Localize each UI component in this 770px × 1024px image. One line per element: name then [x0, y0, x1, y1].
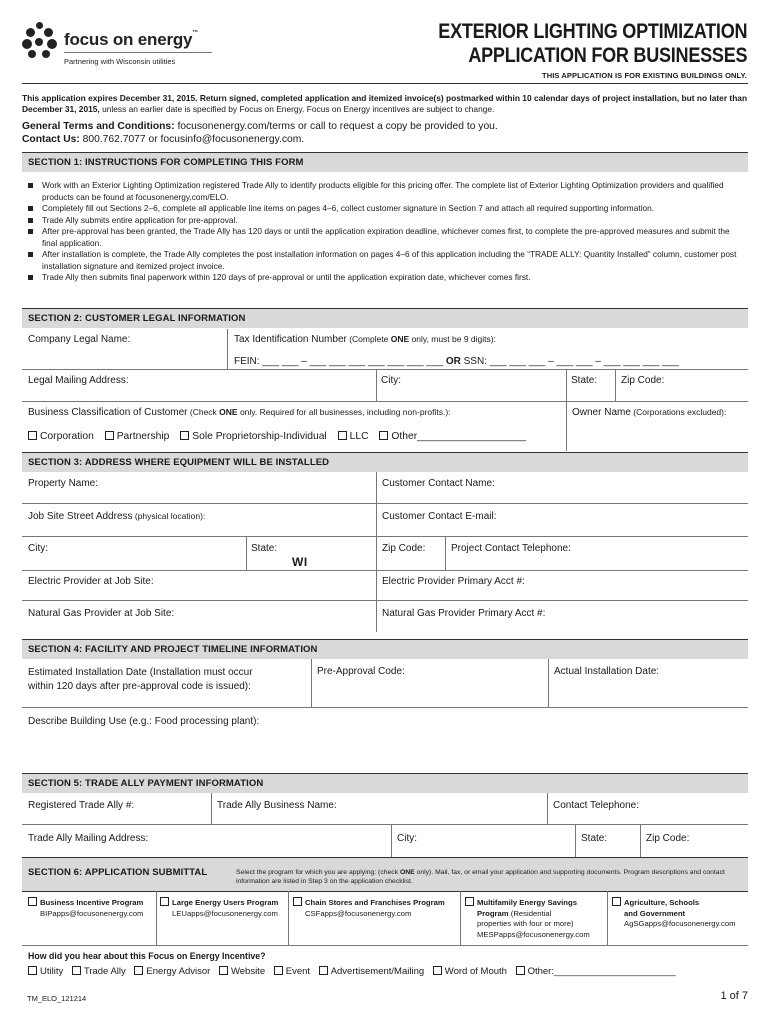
job-state-value: WI	[292, 555, 308, 569]
terms-block	[22, 120, 752, 146]
job-site-street-field[interactable]: Job Site Street Address (physical location):	[28, 511, 206, 522]
gas-provider-field[interactable]: Natural Gas Provider at Job Site:	[28, 608, 175, 619]
checkbox-icon[interactable]	[180, 431, 189, 440]
city-field[interactable]: City:	[381, 375, 401, 386]
option-partnership[interactable]: Partnership	[105, 431, 170, 442]
terms-label: General Terms and Conditions:	[22, 121, 175, 132]
form-code: TM_ELO_121214	[27, 994, 87, 1003]
section-4-title: SECTION 4: FACILITY AND PROJECT TIMELINE INFORMATION	[28, 644, 318, 655]
checkbox-icon[interactable]	[379, 431, 388, 440]
ssn-field[interactable]: SSN: ___ ___ ___ – ___ ___ – ___ ___ ___ ___	[460, 356, 679, 367]
fein-field[interactable]: FEIN: ___ ___ – ___ ___ ___ ___ ___ ___ ___	[234, 356, 444, 367]
contact-text: 800.762.7077 or focusinfo@focusonenergy.com.	[79, 134, 305, 145]
contact-telephone-field[interactable]: Contact Telephone:	[553, 800, 639, 811]
section-4-header	[22, 639, 748, 659]
hear-option-other[interactable]: Other:_______________________	[516, 966, 676, 977]
logo-tagline: Partnering with Wisconsin utilities	[64, 57, 176, 66]
intro-bold: This application expires December 31, 2015. Return signed, completed application and itemized invoice(s) postmarked within 10 calendar days of project installation, but no later than December 31, 2015,	[22, 93, 748, 114]
zip-field[interactable]: Zip Code:	[621, 375, 665, 386]
hear-option-trade-ally[interactable]: Trade Ally	[72, 966, 126, 977]
section-1-header	[22, 152, 748, 172]
terms-text: focusonenergy.com/terms or call to request a copy be provided to you.	[174, 121, 498, 132]
checkbox-icon[interactable]	[28, 431, 37, 440]
option-llc[interactable]: LLC	[338, 431, 369, 442]
trade-ally-city-field[interactable]: City:	[397, 833, 417, 844]
hear-options	[28, 966, 682, 977]
section-5-title: SECTION 5: TRADE ALLY PAYMENT INFORMATION	[28, 778, 264, 789]
intro-rest: unless an earlier date is specified by Focus on Energy. Focus on Energy incentives are subject to change.	[99, 104, 495, 114]
instruction-item: After pre-approval has been granted, the Trade Ally has 120 days or until the application expiration deadline, whichever comes first, to complete the pre-approved measures and submit the final application.	[28, 226, 743, 249]
checkbox-icon[interactable]	[433, 966, 442, 975]
checkbox-icon[interactable]	[612, 897, 621, 906]
section-2-title: SECTION 2: CUSTOMER LEGAL INFORMATION	[28, 313, 246, 324]
job-state-label: State:	[251, 543, 278, 554]
checkbox-icon[interactable]	[319, 966, 328, 975]
how-did-you-hear-label: How did you hear about this Focus on Energy Incentive?	[28, 951, 266, 961]
tax-id-label: Tax Identification Number (Complete ONE only, must be 9 digits):	[234, 334, 496, 345]
job-city-field[interactable]: City:	[28, 543, 48, 554]
program-multifamily[interactable]: Multifamily Energy Savings Program (Residential properties with four or more) MESPapps@focusonenergy.com	[465, 897, 590, 940]
logo-tm: ™	[192, 30, 199, 36]
electric-acct-field[interactable]: Electric Provider Primary Acct #:	[382, 576, 525, 587]
option-corporation[interactable]: Corporation	[28, 431, 94, 442]
fein-ssn-field[interactable]	[234, 356, 679, 367]
checkbox-icon[interactable]	[465, 897, 474, 906]
state-field[interactable]: State:	[571, 375, 598, 386]
section-3-title: SECTION 3: ADDRESS WHERE EQUIPMENT WILL BE INSTALLED	[28, 457, 330, 468]
checkbox-icon[interactable]	[72, 966, 81, 975]
trade-ally-business-name-field[interactable]: Trade Ally Business Name:	[217, 800, 337, 811]
job-zip-field[interactable]: Zip Code:	[382, 543, 426, 554]
checkbox-icon[interactable]	[516, 966, 525, 975]
or-label: OR	[445, 356, 461, 367]
program-chain-stores[interactable]: Chain Stores and Franchises Program CSFapps@focusonenergy.com	[293, 897, 445, 919]
company-legal-name-field[interactable]: Company Legal Name:	[28, 334, 131, 345]
pre-approval-code-field[interactable]: Pre-Approval Code:	[317, 666, 405, 677]
owner-name-field[interactable]: Owner Name (Corporations excluded):	[572, 407, 727, 418]
checkbox-icon[interactable]	[28, 966, 37, 975]
building-use-field[interactable]: Describe Building Use (e.g.: Food processing plant):	[28, 716, 260, 727]
instruction-item: Work with an Exterior Lighting Optimization registered Trade Ally to identify products eligible for this pricing offer. The complete list of Exterior Lighting Optimization providers and qualified products can be found at focusonenergy.com/ELO.	[28, 180, 743, 203]
checkbox-icon[interactable]	[28, 897, 37, 906]
estimated-installation-date-field[interactable]: Estimated Installation Date (Installation must occur within 120 days after pre-approval code is issued):	[28, 667, 253, 692]
hear-option-energy-advisor[interactable]: Energy Advisor	[134, 966, 210, 977]
checkbox-icon[interactable]	[219, 966, 228, 975]
hear-option-word-of-mouth[interactable]: Word of Mouth	[433, 966, 507, 977]
instruction-item: After installation is complete, the Trade Ally completes the post installation information on pages 4–6 of this application including the “TRADE ALLY: Quantity Installed” column, customer post installation signature and itemized project invoice.	[28, 249, 743, 272]
logo-dots-icon	[22, 22, 60, 60]
title-line-2: APPLICATION FOR BUSINESSES	[468, 44, 747, 67]
intro-text	[22, 93, 752, 115]
checkbox-icon[interactable]	[293, 897, 302, 906]
checkbox-icon[interactable]	[160, 897, 169, 906]
section-2-header	[22, 308, 748, 328]
hear-option-utility[interactable]: Utility	[28, 966, 63, 977]
project-contact-telephone-field[interactable]: Project Contact Telephone:	[451, 543, 571, 554]
hear-option-event[interactable]: Event	[274, 966, 310, 977]
business-classification-label: Business Classification of Customer (Check ONE only. Required for all businesses, including non-profits.):	[28, 407, 451, 418]
legal-mailing-address-field[interactable]: Legal Mailing Address:	[28, 375, 129, 386]
checkbox-icon[interactable]	[134, 966, 143, 975]
instructions-list	[28, 180, 743, 284]
logo-name: focus on energy	[64, 30, 193, 49]
title-line-1: EXTERIOR LIGHTING OPTIMIZATION	[438, 20, 747, 43]
program-large-energy-users[interactable]: Large Energy Users Program LEUapps@focusonenergy.com	[160, 897, 278, 919]
actual-installation-date-field[interactable]: Actual Installation Date:	[554, 666, 660, 677]
instruction-item: Trade Ally submits entire application for pre-approval.	[28, 215, 743, 227]
program-business-incentive[interactable]: Business Incentive Program BIPapps@focusonenergy.com	[28, 897, 143, 919]
checkbox-icon[interactable]	[105, 431, 114, 440]
customer-contact-name-field[interactable]: Customer Contact Name:	[382, 478, 495, 489]
hear-option-advertisement[interactable]: Advertisement/Mailing	[319, 966, 424, 977]
classification-options	[28, 431, 534, 442]
section-6-instructions: Select the program for which you are applying: (check ONE only). Mail, fax, or email your application and supporting documents. Program descriptions and contact information are listed in Step 3 on the application checklist.	[236, 869, 725, 885]
option-sole-proprietorship[interactable]: Sole Proprietorship-Individual	[180, 431, 327, 442]
trade-ally-mailing-address-field[interactable]: Trade Ally Mailing Address:	[28, 833, 149, 844]
hear-option-website[interactable]: Website	[219, 966, 265, 977]
form-title	[438, 20, 747, 68]
section-6-title: SECTION 6: APPLICATION SUBMITTAL	[28, 867, 208, 878]
focus-on-energy-logo	[22, 22, 222, 72]
customer-contact-email-field[interactable]: Customer Contact E-mail:	[382, 511, 497, 522]
checkbox-icon[interactable]	[274, 966, 283, 975]
property-name-field[interactable]: Property Name:	[28, 478, 99, 489]
option-other[interactable]: Other___________________	[379, 431, 526, 442]
trade-ally-state-field[interactable]: State:	[581, 833, 608, 844]
section-5-header	[22, 773, 748, 793]
section-3-header	[22, 452, 748, 472]
page-number: 1 of 7	[720, 990, 748, 1002]
instruction-item: Completely fill out Sections 2–6, complete all applicable line items on pages 4–6, collect customer signature in Section 7 and attach all required supporting information.	[28, 203, 743, 215]
program-agriculture-schools-government[interactable]: Agriculture, Schools and Government AgSGapps@focusonenergy.com	[612, 897, 736, 930]
instruction-item: Trade Ally then submits final paperwork within 120 days of pre-approval or until the application expiration date, whichever comes first.	[28, 272, 743, 284]
gas-acct-field[interactable]: Natural Gas Provider Primary Acct #:	[382, 608, 546, 619]
registered-trade-ally-field[interactable]: Registered Trade Ally #:	[28, 800, 135, 811]
form-subtitle: THIS APPLICATION IS FOR EXISTING BUILDINGS ONLY.	[542, 71, 747, 80]
header-divider	[22, 83, 748, 84]
section-1-title: SECTION 1: INSTRUCTIONS FOR COMPLETING THIS FORM	[28, 157, 304, 168]
electric-provider-field[interactable]: Electric Provider at Job Site:	[28, 576, 154, 587]
trade-ally-zip-field[interactable]: Zip Code:	[646, 833, 690, 844]
contact-label: Contact Us:	[22, 134, 80, 145]
checkbox-icon[interactable]	[338, 431, 347, 440]
